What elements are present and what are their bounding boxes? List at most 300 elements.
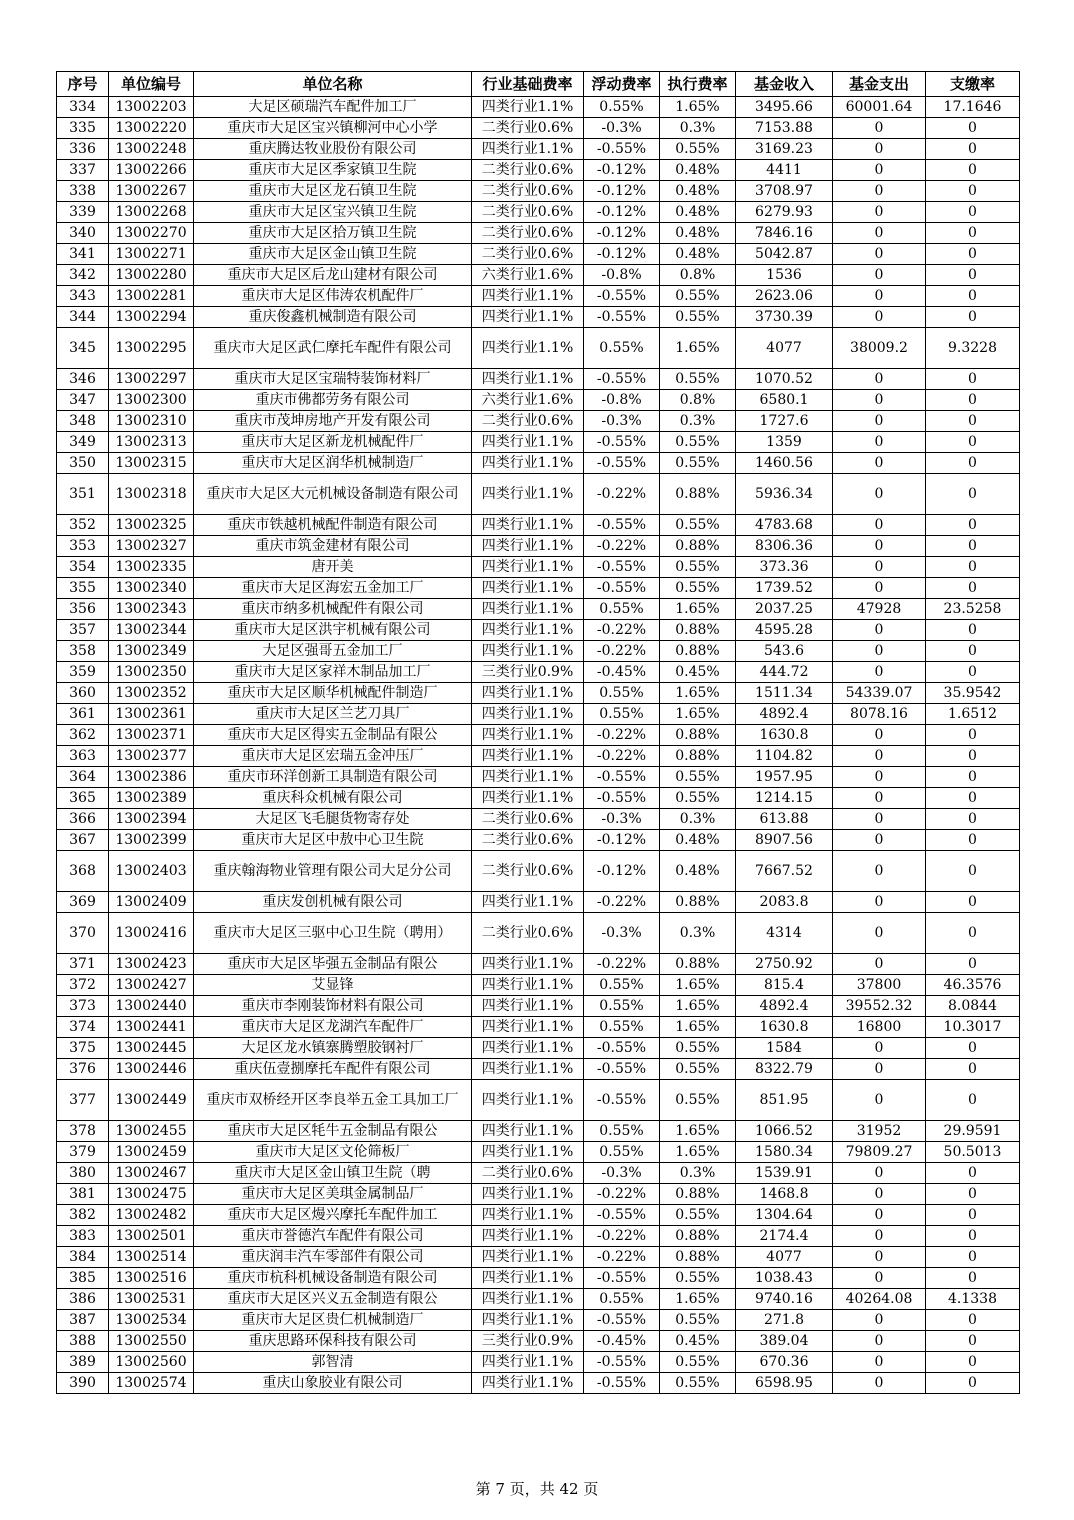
cell-fund-income: 389.04 — [736, 1331, 833, 1352]
cell-fund-income: 815.4 — [736, 975, 833, 996]
table-row — [57, 892, 1020, 913]
cell-pay-ratio: 0 — [926, 411, 1020, 432]
table-row — [57, 704, 1020, 725]
cell-seq: 360 — [57, 683, 109, 704]
cell-seq: 348 — [57, 411, 109, 432]
cell-base-rate: 四类行业1.1% — [472, 641, 584, 662]
cell-fund-expense: 0 — [833, 1352, 926, 1373]
col-header-unit-name: 单位名称 — [194, 72, 472, 97]
cell-exec-rate: 1.65% — [660, 704, 736, 725]
cell-exec-rate: 0.8% — [660, 390, 736, 411]
cell-unit-id: 13002203 — [109, 97, 194, 118]
cell-base-rate: 二类行业0.6% — [472, 1163, 584, 1184]
cell-unit-id: 13002441 — [109, 1017, 194, 1038]
cell-unit-id: 13002394 — [109, 809, 194, 830]
cell-seq: 366 — [57, 809, 109, 830]
cell-exec-rate: 1.65% — [660, 1121, 736, 1142]
cell-exec-rate: 0.55% — [660, 432, 736, 453]
cell-exec-rate: 0.55% — [660, 515, 736, 536]
cell-seq: 338 — [57, 181, 109, 202]
cell-base-rate: 四类行业1.1% — [472, 746, 584, 767]
table-row — [57, 1310, 1020, 1331]
cell-float-rate: -0.22% — [584, 892, 660, 913]
page-footer: 第 7 页，共 42 页 — [475, 1480, 599, 1498]
cell-fund-income: 6598.95 — [736, 1373, 833, 1394]
cell-exec-rate: 0.55% — [660, 139, 736, 160]
cell-fund-expense: 0 — [833, 118, 926, 139]
cell-unit-name: 重庆发创机械有限公司 — [194, 892, 472, 913]
table-row — [57, 599, 1020, 620]
col-header-fund-expense: 基金支出 — [833, 72, 926, 97]
cell-base-rate: 二类行业0.6% — [472, 118, 584, 139]
cell-seq: 363 — [57, 746, 109, 767]
table-row — [57, 286, 1020, 307]
cell-unit-name: 郭智清 — [194, 1352, 472, 1373]
cell-exec-rate: 0.88% — [660, 892, 736, 913]
cell-unit-name: 重庆市大足区后龙山建材有限公司 — [194, 265, 472, 286]
cell-base-rate: 四类行业1.1% — [472, 1142, 584, 1163]
table-row — [57, 1142, 1020, 1163]
table-row — [57, 1184, 1020, 1205]
cell-pay-ratio: 0 — [926, 1268, 1020, 1289]
cell-pay-ratio: 0 — [926, 662, 1020, 683]
cell-fund-expense: 0 — [833, 453, 926, 474]
cell-pay-ratio: 0 — [926, 851, 1020, 892]
cell-float-rate: 0.55% — [584, 683, 660, 704]
cell-fund-income: 2037.25 — [736, 599, 833, 620]
cell-exec-rate: 0.48% — [660, 160, 736, 181]
table-row — [57, 474, 1020, 515]
cell-base-rate: 四类行业1.1% — [472, 307, 584, 328]
cell-seq: 337 — [57, 160, 109, 181]
cell-float-rate: -0.55% — [584, 767, 660, 788]
cell-float-rate: -0.3% — [584, 411, 660, 432]
cell-pay-ratio: 29.9591 — [926, 1121, 1020, 1142]
cell-fund-income: 1468.8 — [736, 1184, 833, 1205]
cell-unit-id: 13002455 — [109, 1121, 194, 1142]
cell-unit-id: 13002344 — [109, 620, 194, 641]
cell-fund-income: 1739.52 — [736, 578, 833, 599]
cell-exec-rate: 0.55% — [660, 557, 736, 578]
cell-fund-expense: 0 — [833, 1373, 926, 1394]
cell-base-rate: 二类行业0.6% — [472, 809, 584, 830]
cell-fund-income: 373.36 — [736, 557, 833, 578]
cell-fund-income: 1727.6 — [736, 411, 833, 432]
cell-float-rate: -0.12% — [584, 160, 660, 181]
cell-unit-name: 重庆市大足区宝兴镇卫生院 — [194, 202, 472, 223]
cell-pay-ratio: 17.1646 — [926, 97, 1020, 118]
cell-float-rate: 0.55% — [584, 328, 660, 369]
table-row — [57, 1289, 1020, 1310]
cell-base-rate: 四类行业1.1% — [472, 139, 584, 160]
cell-fund-expense: 0 — [833, 954, 926, 975]
cell-unit-id: 13002514 — [109, 1247, 194, 1268]
cell-exec-rate: 0.88% — [660, 725, 736, 746]
cell-fund-income: 7153.88 — [736, 118, 833, 139]
cell-pay-ratio: 4.1338 — [926, 1289, 1020, 1310]
cell-float-rate: -0.3% — [584, 913, 660, 954]
cell-unit-name: 重庆市筑金建材有限公司 — [194, 536, 472, 557]
cell-float-rate: -0.22% — [584, 620, 660, 641]
cell-fund-income: 4892.4 — [736, 704, 833, 725]
cell-base-rate: 四类行业1.1% — [472, 788, 584, 809]
cell-unit-id: 13002270 — [109, 223, 194, 244]
cell-base-rate: 二类行业0.6% — [472, 160, 584, 181]
cell-base-rate: 四类行业1.1% — [472, 1289, 584, 1310]
cell-float-rate: -0.55% — [584, 286, 660, 307]
cell-fund-expense: 0 — [833, 913, 926, 954]
cell-exec-rate: 0.88% — [660, 746, 736, 767]
cell-fund-expense: 0 — [833, 1038, 926, 1059]
cell-pay-ratio: 0 — [926, 767, 1020, 788]
cell-float-rate: -0.22% — [584, 746, 660, 767]
cell-seq: 365 — [57, 788, 109, 809]
cell-fund-income: 1104.82 — [736, 746, 833, 767]
cell-seq: 375 — [57, 1038, 109, 1059]
cell-base-rate: 四类行业1.1% — [472, 286, 584, 307]
cell-fund-income: 8322.79 — [736, 1059, 833, 1080]
cell-base-rate: 四类行业1.1% — [472, 620, 584, 641]
cell-pay-ratio: 0 — [926, 536, 1020, 557]
cell-fund-expense: 0 — [833, 641, 926, 662]
cell-base-rate: 四类行业1.1% — [472, 599, 584, 620]
cell-unit-name: 重庆市大足区中敖中心卫生院 — [194, 830, 472, 851]
cell-unit-id: 13002467 — [109, 1163, 194, 1184]
cell-float-rate: -0.12% — [584, 202, 660, 223]
cell-base-rate: 四类行业1.1% — [472, 1184, 584, 1205]
cell-float-rate: -0.55% — [584, 139, 660, 160]
cell-exec-rate: 1.65% — [660, 328, 736, 369]
cell-pay-ratio: 0 — [926, 1038, 1020, 1059]
cell-fund-income: 1070.52 — [736, 369, 833, 390]
cell-unit-id: 13002399 — [109, 830, 194, 851]
cell-seq: 354 — [57, 557, 109, 578]
cell-unit-name: 重庆市大足区龙石镇卫生院 — [194, 181, 472, 202]
cell-fund-income: 4595.28 — [736, 620, 833, 641]
cell-exec-rate: 0.3% — [660, 809, 736, 830]
cell-base-rate: 四类行业1.1% — [472, 996, 584, 1017]
cell-float-rate: -0.55% — [584, 1373, 660, 1394]
cell-fund-expense: 0 — [833, 244, 926, 265]
cell-seq: 353 — [57, 536, 109, 557]
cell-pay-ratio: 9.3228 — [926, 328, 1020, 369]
cell-float-rate: -0.8% — [584, 265, 660, 286]
cell-exec-rate: 0.55% — [660, 1268, 736, 1289]
cell-fund-expense: 60001.64 — [833, 97, 926, 118]
table-row — [57, 1247, 1020, 1268]
cell-unit-name: 重庆市大足区宏瑞五金冲压厂 — [194, 746, 472, 767]
cell-float-rate: -0.12% — [584, 244, 660, 265]
cell-fund-expense: 0 — [833, 265, 926, 286]
cell-exec-rate: 0.88% — [660, 474, 736, 515]
table-row — [57, 662, 1020, 683]
cell-unit-name: 重庆市大足区洪宇机械有限公司 — [194, 620, 472, 641]
cell-base-rate: 四类行业1.1% — [472, 892, 584, 913]
table-row — [57, 118, 1020, 139]
cell-unit-id: 13002280 — [109, 265, 194, 286]
cell-float-rate: -0.55% — [584, 557, 660, 578]
cell-pay-ratio: 0 — [926, 515, 1020, 536]
cell-base-rate: 四类行业1.1% — [472, 1038, 584, 1059]
cell-unit-id: 13002295 — [109, 328, 194, 369]
table-row — [57, 307, 1020, 328]
cell-unit-id: 13002377 — [109, 746, 194, 767]
table-row — [57, 1373, 1020, 1394]
cell-unit-name: 大足区飞毛腿货物寄存处 — [194, 809, 472, 830]
cell-fund-expense: 0 — [833, 1059, 926, 1080]
cell-unit-id: 13002297 — [109, 369, 194, 390]
table-row — [57, 996, 1020, 1017]
cell-base-rate: 四类行业1.1% — [472, 683, 584, 704]
cell-seq: 384 — [57, 1247, 109, 1268]
cell-fund-income: 4411 — [736, 160, 833, 181]
cell-seq: 380 — [57, 1163, 109, 1184]
cell-unit-id: 13002349 — [109, 641, 194, 662]
cell-exec-rate: 0.3% — [660, 913, 736, 954]
cell-seq: 378 — [57, 1121, 109, 1142]
cell-unit-id: 13002300 — [109, 390, 194, 411]
cell-pay-ratio: 23.5258 — [926, 599, 1020, 620]
col-header-float-rate: 浮动费率 — [584, 72, 660, 97]
cell-fund-expense: 0 — [833, 369, 926, 390]
cell-unit-id: 13002403 — [109, 851, 194, 892]
cell-base-rate: 四类行业1.1% — [472, 1373, 584, 1394]
cell-base-rate: 四类行业1.1% — [472, 97, 584, 118]
cell-unit-name: 重庆市大足区伟涛农机配件厂 — [194, 286, 472, 307]
cell-fund-expense: 0 — [833, 1080, 926, 1121]
table-row — [57, 223, 1020, 244]
cell-unit-name: 重庆市大足区海宏五金加工厂 — [194, 578, 472, 599]
cell-exec-rate: 0.88% — [660, 954, 736, 975]
cell-fund-expense: 0 — [833, 515, 926, 536]
cell-seq: 389 — [57, 1352, 109, 1373]
cell-seq: 361 — [57, 704, 109, 725]
cell-exec-rate: 1.65% — [660, 1142, 736, 1163]
cell-float-rate: 0.55% — [584, 1121, 660, 1142]
cell-unit-name: 大足区硕瑞汽车配件加工厂 — [194, 97, 472, 118]
cell-float-rate: -0.55% — [584, 432, 660, 453]
cell-fund-income: 851.95 — [736, 1080, 833, 1121]
cell-fund-income: 1630.8 — [736, 1017, 833, 1038]
cell-pay-ratio: 35.9542 — [926, 683, 1020, 704]
table-row — [57, 390, 1020, 411]
cell-fund-income: 7846.16 — [736, 223, 833, 244]
cell-exec-rate: 0.88% — [660, 1247, 736, 1268]
cell-exec-rate: 0.55% — [660, 369, 736, 390]
cell-base-rate: 四类行业1.1% — [472, 1080, 584, 1121]
cell-fund-expense: 0 — [833, 830, 926, 851]
cell-pay-ratio: 0 — [926, 202, 1020, 223]
cell-float-rate: -0.55% — [584, 1268, 660, 1289]
cell-pay-ratio: 0 — [926, 432, 1020, 453]
cell-float-rate: -0.55% — [584, 788, 660, 809]
cell-pay-ratio: 10.3017 — [926, 1017, 1020, 1038]
cell-float-rate: 0.55% — [584, 599, 660, 620]
cell-pay-ratio: 0 — [926, 474, 1020, 515]
cell-unit-name: 重庆科众机械有限公司 — [194, 788, 472, 809]
cell-float-rate: 0.55% — [584, 97, 660, 118]
cell-fund-income: 1957.95 — [736, 767, 833, 788]
cell-seq: 371 — [57, 954, 109, 975]
cell-float-rate: 0.55% — [584, 1142, 660, 1163]
cell-fund-expense: 0 — [833, 1163, 926, 1184]
cell-fund-income: 5936.34 — [736, 474, 833, 515]
cell-seq: 346 — [57, 369, 109, 390]
cell-exec-rate: 0.88% — [660, 1184, 736, 1205]
cell-pay-ratio: 0 — [926, 1373, 1020, 1394]
cell-base-rate: 四类行业1.1% — [472, 1310, 584, 1331]
cell-seq: 341 — [57, 244, 109, 265]
table-row — [57, 1038, 1020, 1059]
cell-unit-id: 13002445 — [109, 1038, 194, 1059]
cell-base-rate: 四类行业1.1% — [472, 453, 584, 474]
cell-exec-rate: 0.55% — [660, 1373, 736, 1394]
table-row — [57, 1059, 1020, 1080]
cell-pay-ratio: 0 — [926, 620, 1020, 641]
cell-float-rate: -0.55% — [584, 1080, 660, 1121]
cell-fund-income: 1460.56 — [736, 453, 833, 474]
cell-base-rate: 四类行业1.1% — [472, 369, 584, 390]
cell-seq: 350 — [57, 453, 109, 474]
cell-base-rate: 四类行业1.1% — [472, 578, 584, 599]
cell-fund-income: 4314 — [736, 913, 833, 954]
cell-unit-name: 重庆市大足区贵仁机械制造厂 — [194, 1310, 472, 1331]
cell-pay-ratio: 0 — [926, 139, 1020, 160]
cell-unit-id: 13002386 — [109, 767, 194, 788]
cell-float-rate: -0.55% — [584, 515, 660, 536]
cell-fund-expense: 0 — [833, 746, 926, 767]
cell-pay-ratio: 0 — [926, 809, 1020, 830]
table-row — [57, 1268, 1020, 1289]
cell-unit-name: 重庆市大足区大元机械设备制造有限公司 — [194, 474, 472, 515]
cell-unit-id: 13002423 — [109, 954, 194, 975]
cell-fund-expense: 39552.32 — [833, 996, 926, 1017]
cell-pay-ratio: 0 — [926, 453, 1020, 474]
cell-pay-ratio: 0 — [926, 830, 1020, 851]
cell-fund-expense: 0 — [833, 892, 926, 913]
cell-fund-income: 271.8 — [736, 1310, 833, 1331]
cell-exec-rate: 1.65% — [660, 683, 736, 704]
cell-unit-id: 13002318 — [109, 474, 194, 515]
cell-seq: 355 — [57, 578, 109, 599]
cell-float-rate: -0.22% — [584, 536, 660, 557]
cell-base-rate: 四类行业1.1% — [472, 1121, 584, 1142]
cell-fund-expense: 38009.2 — [833, 328, 926, 369]
table-row — [57, 1331, 1020, 1352]
cell-seq: 382 — [57, 1205, 109, 1226]
cell-fund-expense: 0 — [833, 139, 926, 160]
cell-fund-expense: 0 — [833, 1205, 926, 1226]
cell-base-rate: 三类行业0.9% — [472, 1331, 584, 1352]
cell-float-rate: -0.45% — [584, 1331, 660, 1352]
cell-pay-ratio: 0 — [926, 1163, 1020, 1184]
cell-float-rate: 0.55% — [584, 704, 660, 725]
cell-base-rate: 四类行业1.1% — [472, 767, 584, 788]
cell-fund-income: 2750.92 — [736, 954, 833, 975]
cell-unit-id: 13002343 — [109, 599, 194, 620]
cell-float-rate: -0.12% — [584, 830, 660, 851]
cell-fund-expense: 0 — [833, 411, 926, 432]
cell-fund-expense: 0 — [833, 725, 926, 746]
table-row — [57, 432, 1020, 453]
cell-seq: 387 — [57, 1310, 109, 1331]
cell-fund-income: 1584 — [736, 1038, 833, 1059]
cell-exec-rate: 0.55% — [660, 1059, 736, 1080]
cell-float-rate: -0.12% — [584, 181, 660, 202]
cell-unit-name: 重庆市大足区新龙机械配件厂 — [194, 432, 472, 453]
cell-unit-name: 重庆市大足区兴义五金制造有限公 — [194, 1289, 472, 1310]
table-row — [57, 453, 1020, 474]
table-row — [57, 536, 1020, 557]
cell-unit-name: 重庆市佛都劳务有限公司 — [194, 390, 472, 411]
cell-fund-expense: 0 — [833, 767, 926, 788]
cell-float-rate: -0.55% — [584, 1310, 660, 1331]
cell-float-rate: -0.8% — [584, 390, 660, 411]
cell-base-rate: 二类行业0.6% — [472, 202, 584, 223]
cell-unit-name: 重庆市大足区季家镇卫生院 — [194, 160, 472, 181]
cell-fund-expense: 0 — [833, 557, 926, 578]
cell-pay-ratio: 0 — [926, 1310, 1020, 1331]
cell-unit-name: 重庆市大足区润华机械制造厂 — [194, 453, 472, 474]
cell-seq: 367 — [57, 830, 109, 851]
cell-exec-rate: 0.55% — [660, 453, 736, 474]
cell-fund-income: 7667.52 — [736, 851, 833, 892]
cell-pay-ratio: 0 — [926, 1184, 1020, 1205]
table-row — [57, 97, 1020, 118]
cell-unit-id: 13002574 — [109, 1373, 194, 1394]
cell-pay-ratio: 1.6512 — [926, 704, 1020, 725]
table-row — [57, 411, 1020, 432]
table-row — [57, 851, 1020, 892]
cell-unit-id: 13002560 — [109, 1352, 194, 1373]
cell-base-rate: 二类行业0.6% — [472, 830, 584, 851]
cell-fund-expense: 0 — [833, 1331, 926, 1352]
cell-unit-name: 重庆市大足区顺华机械配件制造厂 — [194, 683, 472, 704]
table-row — [57, 369, 1020, 390]
cell-unit-name: 重庆市大足区熳兴摩托车配件加工 — [194, 1205, 472, 1226]
cell-fund-income: 9740.16 — [736, 1289, 833, 1310]
cell-unit-id: 13002409 — [109, 892, 194, 913]
cell-unit-name: 重庆市大足区宝瑞特装饰材料厂 — [194, 369, 472, 390]
col-header-pay-ratio: 支缴率 — [926, 72, 1020, 97]
cell-fund-income: 1539.91 — [736, 1163, 833, 1184]
cell-exec-rate: 1.65% — [660, 1289, 736, 1310]
cell-seq: 340 — [57, 223, 109, 244]
cell-pay-ratio: 0 — [926, 892, 1020, 913]
table-row — [57, 746, 1020, 767]
cell-unit-id: 13002281 — [109, 286, 194, 307]
cell-pay-ratio: 0 — [926, 1247, 1020, 1268]
cell-unit-id: 13002267 — [109, 181, 194, 202]
table-row — [57, 683, 1020, 704]
cell-unit-name: 重庆市大足区金山镇卫生院 — [194, 244, 472, 265]
cell-fund-income: 5042.87 — [736, 244, 833, 265]
cell-fund-expense: 0 — [833, 1247, 926, 1268]
cell-base-rate: 二类行业0.6% — [472, 244, 584, 265]
table-row — [57, 578, 1020, 599]
cell-pay-ratio: 0 — [926, 1331, 1020, 1352]
cell-unit-id: 13002294 — [109, 307, 194, 328]
cell-unit-id: 13002220 — [109, 118, 194, 139]
table-row — [57, 181, 1020, 202]
cell-base-rate: 四类行业1.1% — [472, 474, 584, 515]
cell-base-rate: 四类行业1.1% — [472, 954, 584, 975]
table-body — [57, 97, 1020, 1394]
cell-exec-rate: 0.8% — [660, 265, 736, 286]
cell-pay-ratio: 8.0844 — [926, 996, 1020, 1017]
table-row — [57, 1226, 1020, 1247]
cell-float-rate: -0.55% — [584, 453, 660, 474]
